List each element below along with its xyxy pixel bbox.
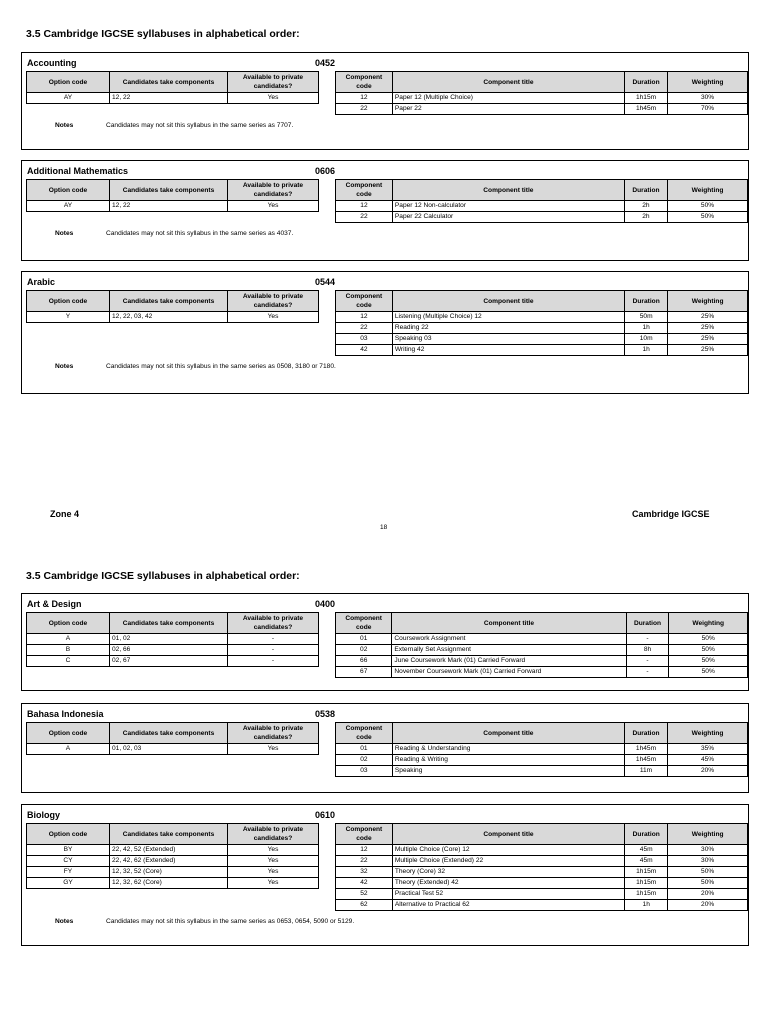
table-cell: 12, 22 [110, 201, 228, 212]
table-cell: 12, 32, 52 (Core) [110, 867, 228, 878]
column-header: Weighting [669, 613, 748, 634]
column-header: Available to private candidates? [228, 723, 319, 744]
page-heading: 3.5 Cambridge IGCSE syllabuses in alphabetical order: [26, 570, 300, 582]
table-row [27, 845, 319, 856]
section-bahasa-indonesia [21, 703, 749, 793]
section-art-design [21, 593, 749, 691]
table-cell: Yes [228, 878, 319, 889]
table-cell: Practical Test 52 [392, 889, 624, 900]
section-arabic [21, 271, 749, 394]
table-cell: 22 [336, 104, 393, 115]
table-cell: 20% [668, 889, 748, 900]
table-cell: Writing 42 [392, 345, 624, 356]
table-cell: 20% [668, 766, 748, 777]
table-cell: Listening (Multiple Choice) 12 [392, 312, 624, 323]
component-header-row [336, 824, 748, 845]
table-cell: 12 [336, 845, 393, 856]
section-biology [21, 804, 749, 946]
syllabus-code: 0606 [315, 166, 336, 176]
table-row [27, 312, 319, 323]
table-cell: Alternative to Practical 62 [392, 900, 624, 911]
table-cell: Theory (Core) 32 [392, 867, 624, 878]
table-row [336, 867, 748, 878]
table-cell: A [27, 634, 110, 645]
column-header: Available to private candidates? [228, 613, 319, 634]
table-cell: - [626, 656, 669, 667]
table-cell: C [27, 656, 110, 667]
column-header: Duration [625, 824, 668, 845]
table-cell: 50% [668, 201, 748, 212]
section-title: Accounting [27, 58, 77, 68]
column-header: Candidates take components [110, 72, 228, 93]
column-header: Available to private candidates? [228, 291, 319, 312]
table-row [27, 634, 319, 645]
table-cell: 50m [625, 312, 668, 323]
table-cell: Yes [228, 744, 319, 755]
column-header: Component title [392, 824, 624, 845]
table-cell: 45m [625, 845, 668, 856]
column-header: Option code [27, 291, 110, 312]
table-row [336, 878, 748, 889]
table-cell: 42 [336, 345, 393, 356]
component-table [335, 722, 748, 777]
column-header: Option code [27, 180, 110, 201]
table-cell: Paper 22 Calculator [392, 212, 624, 223]
table-cell: 01 [336, 634, 392, 645]
column-header: Weighting [668, 72, 748, 93]
column-header: Component code [336, 824, 393, 845]
column-header: Option code [27, 723, 110, 744]
notes-label: Notes [55, 918, 74, 925]
table-row [27, 201, 319, 212]
syllabus-code: 0544 [315, 277, 336, 287]
option-header-row [27, 824, 319, 845]
table-cell: Yes [228, 845, 319, 856]
option-table [26, 290, 319, 323]
table-row [336, 667, 748, 678]
table-cell: Multiple Choice (Core) 12 [392, 845, 624, 856]
table-cell: A [27, 744, 110, 755]
table-cell: 12, 32, 62 (Core) [110, 878, 228, 889]
table-cell: June Coursework Mark (01) Carried Forward [392, 656, 626, 667]
table-cell: 50% [668, 867, 748, 878]
table-cell: 01, 02, 03 [110, 744, 228, 755]
column-header: Duration [624, 72, 667, 93]
option-header-row [27, 72, 319, 93]
option-table [26, 71, 319, 104]
column-header: Option code [27, 72, 110, 93]
table-cell: 1h15m [625, 878, 668, 889]
table-cell: 30% [668, 856, 748, 867]
component-header-row [336, 180, 748, 201]
table-row [27, 744, 319, 755]
table-cell: Reading & Understanding [392, 744, 624, 755]
column-header: Weighting [668, 291, 748, 312]
table-cell: 25% [668, 345, 748, 356]
table-cell: 25% [668, 334, 748, 345]
table-cell: 1h15m [625, 867, 668, 878]
table-cell: 45m [625, 856, 668, 867]
table-cell: 50% [669, 645, 748, 656]
component-table [335, 71, 748, 115]
table-row [336, 645, 748, 656]
component-table [335, 290, 748, 356]
table-cell: Paper 12 Non-calculator [392, 201, 624, 212]
table-cell: 12 [336, 312, 393, 323]
notes-label: Notes [55, 363, 74, 370]
table-cell: Y [27, 312, 110, 323]
table-cell: 02 [336, 645, 392, 656]
table-cell: Multiple Choice (Extended) 22 [392, 856, 624, 867]
table-row [27, 645, 319, 656]
table-cell: 30% [668, 845, 748, 856]
table-row [336, 634, 748, 645]
column-header: Candidates take components [110, 291, 228, 312]
table-cell: 01 [336, 744, 393, 755]
table-cell: B [27, 645, 110, 656]
component-header-row [336, 723, 748, 744]
option-header-row [27, 180, 319, 201]
column-header: Candidates take components [110, 723, 228, 744]
notes-text: Candidates may not sit this syllabus in the same series as 4037. [106, 230, 294, 237]
column-header: Weighting [668, 824, 748, 845]
table-cell: - [228, 656, 319, 667]
table-cell: 42 [336, 878, 393, 889]
column-header: Component code [336, 723, 393, 744]
table-cell: 03 [336, 334, 393, 345]
table-cell: 1h15m [625, 889, 668, 900]
table-cell: 1h45m [624, 744, 667, 755]
column-header: Weighting [668, 723, 748, 744]
section-accounting [21, 52, 749, 150]
table-cell: 22, 42, 52 (Extended) [110, 845, 228, 856]
table-row [336, 766, 748, 777]
table-cell: BY [27, 845, 110, 856]
table-cell: 1h [625, 900, 668, 911]
table-cell: 1h45m [624, 104, 667, 115]
table-cell: Yes [228, 867, 319, 878]
page-heading: 3.5 Cambridge IGCSE syllabuses in alphabetical order: [26, 28, 300, 40]
table-row [27, 856, 319, 867]
table-row [336, 900, 748, 911]
footer-brand: Cambridge IGCSE [632, 509, 710, 519]
column-header: Option code [27, 824, 110, 845]
column-header: Component title [392, 723, 624, 744]
table-row [336, 345, 748, 356]
column-header: Duration [624, 180, 667, 201]
column-header: Component code [336, 72, 393, 93]
table-cell: CY [27, 856, 110, 867]
table-cell: 62 [336, 900, 393, 911]
column-header: Duration [624, 723, 667, 744]
table-cell: 52 [336, 889, 393, 900]
section-title: Arabic [27, 277, 56, 287]
section-title: Bahasa Indonesia [27, 709, 104, 719]
option-table [26, 722, 319, 755]
option-header-row [27, 291, 319, 312]
table-cell: 1h [625, 323, 668, 334]
table-cell: 02 [336, 755, 393, 766]
table-cell: Coursework Assignment [392, 634, 626, 645]
table-cell: Speaking [392, 766, 624, 777]
section-additional-mathematics [21, 160, 749, 261]
column-header: Component title [392, 180, 624, 201]
table-cell: 70% [668, 104, 748, 115]
table-cell: 22 [336, 856, 393, 867]
table-cell: 67 [336, 667, 392, 678]
table-cell: AY [27, 93, 110, 104]
table-row [27, 656, 319, 667]
table-cell: 50% [669, 634, 748, 645]
table-cell: 1h15m [624, 93, 667, 104]
table-cell: Reading & Writing [392, 755, 624, 766]
table-row [336, 312, 748, 323]
table-cell: - [228, 645, 319, 656]
table-row [336, 104, 748, 115]
column-header: Component title [392, 613, 626, 634]
option-header-row [27, 613, 319, 634]
component-table [335, 612, 748, 678]
table-cell: Yes [228, 856, 319, 867]
column-header: Component code [336, 180, 393, 201]
table-cell: 12, 22 [110, 93, 228, 104]
table-cell: 45% [668, 755, 748, 766]
table-cell: 20% [668, 900, 748, 911]
option-table [26, 612, 319, 667]
table-cell: 22 [336, 212, 393, 223]
table-cell: 25% [668, 323, 748, 334]
table-cell: 02, 67 [110, 656, 228, 667]
table-row [336, 334, 748, 345]
column-header: Candidates take components [110, 824, 228, 845]
table-row [336, 845, 748, 856]
component-header-row [336, 72, 748, 93]
table-cell: 10m [625, 334, 668, 345]
syllabus-code: 0452 [315, 58, 336, 68]
table-cell: 2h [624, 212, 667, 223]
table-cell: 12 [336, 201, 393, 212]
section-title: Biology [27, 810, 60, 820]
column-header: Option code [27, 613, 110, 634]
table-cell: Yes [228, 201, 319, 212]
table-row [336, 656, 748, 667]
table-cell: Paper 22 [392, 104, 624, 115]
table-cell: - [626, 667, 669, 678]
column-header: Available to private candidates? [228, 824, 319, 845]
notes-text: Candidates may not sit this syllabus in the same series as 0653, 0654, 5090 or 5129. [106, 918, 355, 925]
table-cell: 22 [336, 323, 393, 334]
table-cell: 8h [626, 645, 669, 656]
table-cell: FY [27, 867, 110, 878]
table-cell: Externally Set Assignment [392, 645, 626, 656]
page-number: 18 [380, 524, 388, 531]
table-cell: 2h [624, 201, 667, 212]
table-row [336, 323, 748, 334]
table-cell: Speaking 03 [392, 334, 624, 345]
component-table [335, 823, 748, 911]
notes-text: Candidates may not sit this syllabus in the same series as 0508, 3180 or 7180. [106, 363, 336, 370]
table-cell: - [626, 634, 669, 645]
notes-text: Candidates may not sit this syllabus in the same series as 7707. [106, 122, 294, 129]
table-cell: GY [27, 878, 110, 889]
table-row [336, 856, 748, 867]
column-header: Duration [625, 291, 668, 312]
table-row [336, 755, 748, 766]
table-cell: 25% [668, 312, 748, 323]
footer-zone: Zone 4 [50, 509, 80, 519]
notes-label: Notes [55, 122, 74, 129]
column-header: Duration [626, 613, 669, 634]
table-cell: Yes [228, 312, 319, 323]
table-cell: 32 [336, 867, 393, 878]
column-header: Weighting [668, 180, 748, 201]
component-table [335, 179, 748, 223]
table-cell: 50% [668, 878, 748, 889]
component-header-row [336, 613, 748, 634]
table-cell: 22, 42, 62 (Extended) [110, 856, 228, 867]
column-header: Component code [336, 291, 393, 312]
page-2 [0, 560, 768, 1024]
table-cell: 03 [336, 766, 393, 777]
table-cell: 1h45m [624, 755, 667, 766]
table-row [27, 93, 319, 104]
table-cell: 01, 02 [110, 634, 228, 645]
section-title: Additional Mathematics [27, 166, 129, 176]
syllabus-code: 0538 [315, 709, 336, 719]
column-header: Component title [392, 72, 624, 93]
component-header-row [336, 291, 748, 312]
table-row [27, 878, 319, 889]
table-cell: Theory (Extended) 42 [392, 878, 624, 889]
table-cell: 50% [668, 212, 748, 223]
table-cell: 12, 22, 03, 42 [110, 312, 228, 323]
table-cell: 35% [668, 744, 748, 755]
table-row [336, 889, 748, 900]
syllabus-code: 0610 [315, 810, 336, 820]
column-header: Component code [336, 613, 392, 634]
option-table [26, 823, 319, 889]
table-cell: 1h [625, 345, 668, 356]
column-header: Available to private candidates? [228, 72, 319, 93]
table-cell: 50% [669, 667, 748, 678]
table-cell: Paper 12 (Multiple Choice) [392, 93, 624, 104]
notes-label: Notes [55, 230, 74, 237]
table-cell: AY [27, 201, 110, 212]
column-header: Candidates take components [110, 180, 228, 201]
table-cell: November Coursework Mark (01) Carried Forward [392, 667, 626, 678]
option-header-row [27, 723, 319, 744]
option-table [26, 179, 319, 212]
table-row [27, 867, 319, 878]
table-cell: 30% [668, 93, 748, 104]
table-cell: Reading 22 [392, 323, 624, 334]
column-header: Component title [392, 291, 624, 312]
table-row [336, 201, 748, 212]
table-cell: - [228, 634, 319, 645]
table-cell: 12 [336, 93, 393, 104]
table-cell: 66 [336, 656, 392, 667]
table-row [336, 744, 748, 755]
column-header: Candidates take components [110, 613, 228, 634]
table-cell: 02, 66 [110, 645, 228, 656]
table-row [336, 93, 748, 104]
table-cell: 11m [624, 766, 667, 777]
table-cell: 50% [669, 656, 748, 667]
section-title: Art & Design [27, 599, 82, 609]
syllabus-code: 0400 [315, 599, 336, 609]
table-cell: Yes [228, 93, 319, 104]
table-row [336, 212, 748, 223]
column-header: Available to private candidates? [228, 180, 319, 201]
